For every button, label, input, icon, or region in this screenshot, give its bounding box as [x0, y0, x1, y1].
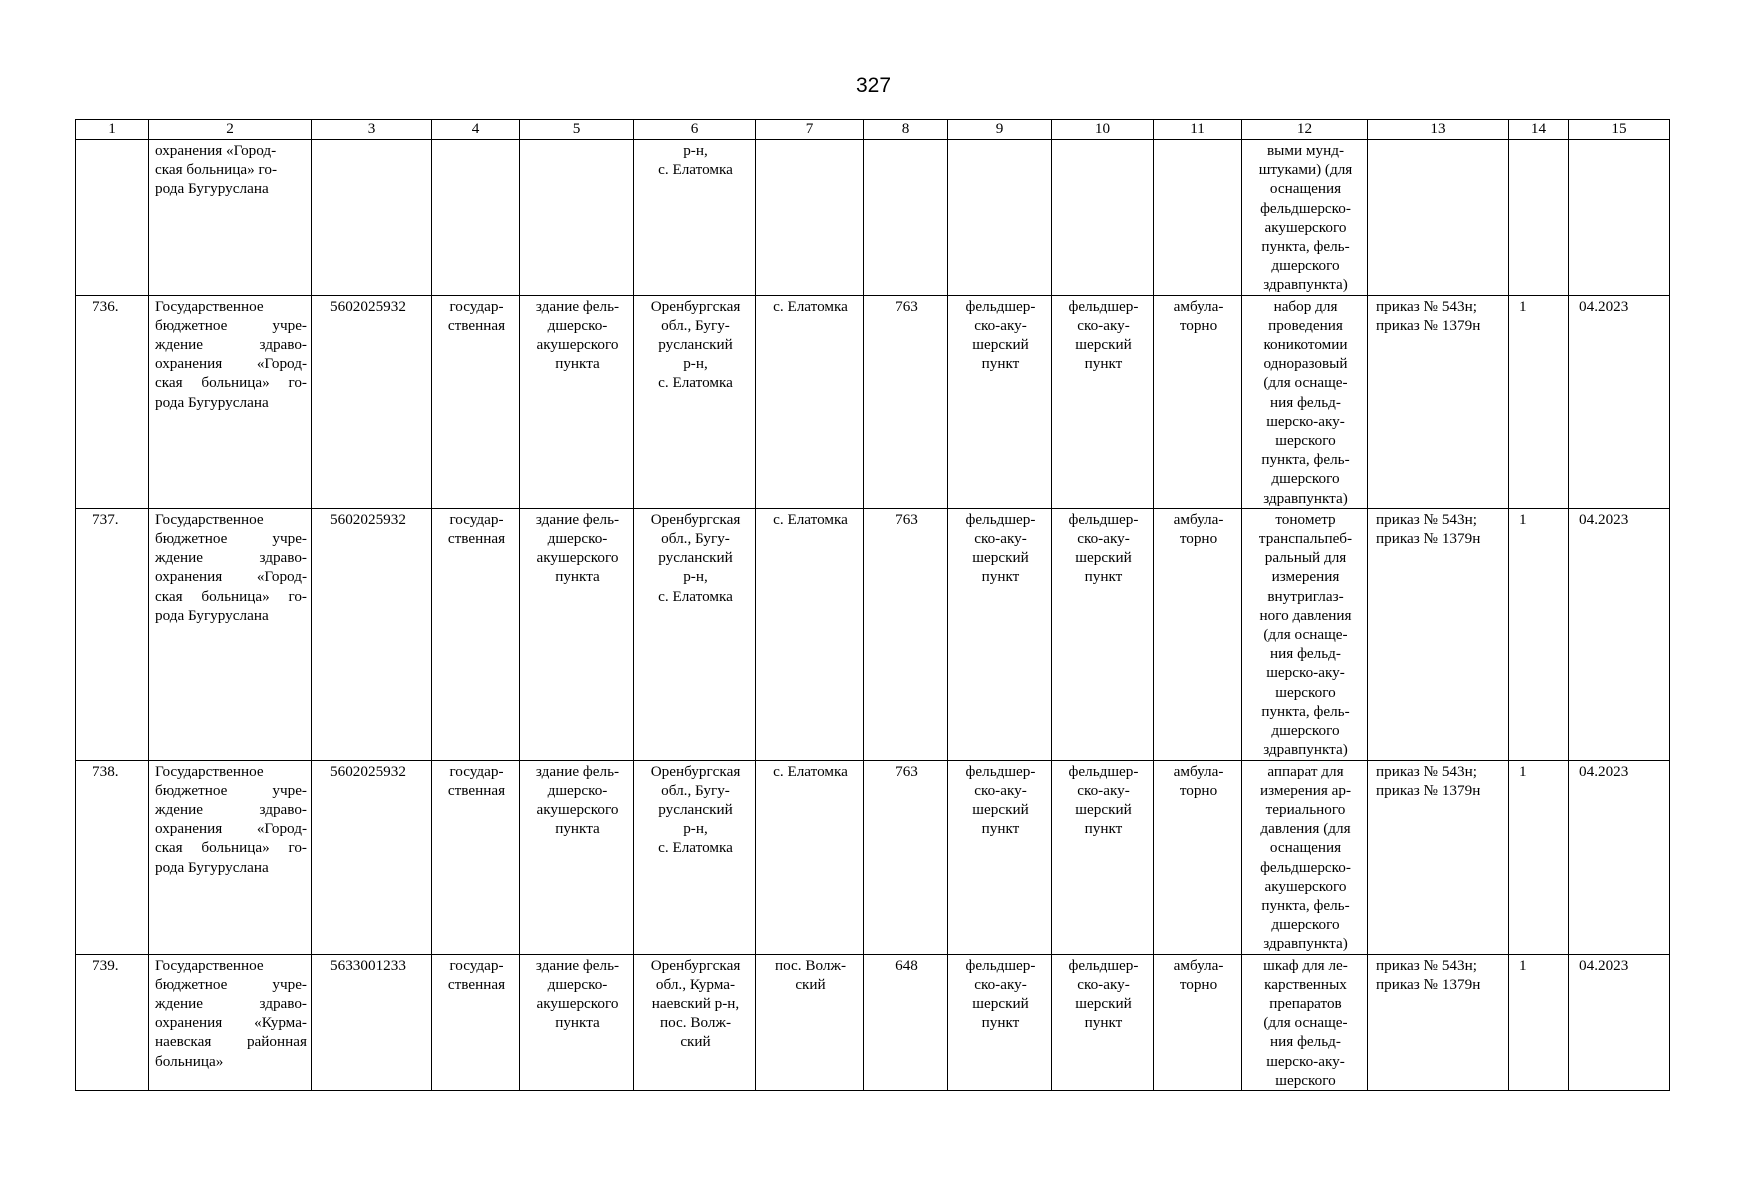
cell-care-type-line: торно	[1179, 975, 1218, 993]
cell-equipment-line: здравпункта)	[1263, 489, 1348, 507]
registry-table	[75, 119, 1670, 1091]
cell-ownership	[432, 760, 520, 954]
cell-equipment-line: здравпункта)	[1263, 935, 1348, 953]
cell-care-type	[1154, 140, 1242, 296]
cell-building-line: дшерско-	[547, 975, 608, 993]
column-number-5: 5	[520, 120, 634, 140]
cell-equipment	[1242, 295, 1368, 508]
cell-address-line: обл., Бугу-	[661, 316, 730, 334]
cell-organization-line: охранения «Курма-	[155, 1014, 307, 1032]
cell-care-type-line: амбула-	[1173, 762, 1224, 780]
cell-organization-line: охранения «Город-	[155, 142, 277, 159]
cell-building-line: пункта	[555, 355, 600, 373]
column-number-2: 2	[149, 120, 312, 140]
cell-equipment-line: набор для	[1273, 297, 1338, 315]
cell-unit-name-line: шерский	[1075, 336, 1132, 354]
cell-date	[1569, 140, 1670, 296]
table-row-continued	[76, 140, 1670, 296]
cell-address-line: ский	[680, 1033, 711, 1051]
column-number-3: 3	[312, 120, 432, 140]
cell-unit-name	[1052, 508, 1154, 760]
column-number-12: 12	[1242, 120, 1368, 140]
cell-date: 04.2023	[1569, 954, 1670, 1090]
cell-locality-line: с. Елатомка	[773, 762, 848, 780]
cell-number: 736.	[76, 295, 149, 508]
cell-inn: 5602025932	[312, 760, 432, 954]
cell-equipment-line: шерского	[1275, 432, 1336, 450]
cell-equipment-line: пункта, фель-	[1261, 238, 1350, 256]
cell-unit-name-line: ско-аку-	[1077, 781, 1130, 799]
cell-building-line: акушерского	[536, 549, 619, 567]
cell-basis	[1368, 295, 1509, 508]
cell-organization-line: бюджетное учре-	[155, 316, 307, 334]
cell-unit-type-line: пункт	[981, 820, 1020, 838]
cell-equipment-line: коникотомии	[1263, 336, 1348, 354]
cell-care-type-line: амбула-	[1173, 956, 1224, 974]
column-number-15: 15	[1569, 120, 1670, 140]
cell-equipment-line: измерения ар-	[1259, 781, 1352, 799]
cell-care-type	[1154, 760, 1242, 954]
cell-basis	[1368, 140, 1509, 296]
cell-organization-line: ждение здраво-	[155, 336, 307, 354]
cell-basis	[1368, 954, 1509, 1090]
cell-building-line: пункта	[555, 568, 600, 586]
cell-equipment-line: здравпункта)	[1263, 276, 1348, 294]
cell-care-type	[1154, 295, 1242, 508]
column-number-11: 11	[1154, 120, 1242, 140]
cell-unit-name-line: фельдшер-	[1068, 510, 1139, 528]
cell-address-line: Оренбургская	[650, 956, 741, 974]
cell-equipment-line: дшерского	[1271, 470, 1340, 488]
column-number-7: 7	[756, 120, 864, 140]
cell-inn: 5602025932	[312, 295, 432, 508]
table-row	[76, 954, 1670, 1090]
cell-ownership	[432, 508, 520, 760]
cell-equipment	[1242, 760, 1368, 954]
cell-unit-type-line: фельдшер-	[965, 297, 1036, 315]
cell-equipment	[1242, 508, 1368, 760]
cell-unit-name	[1052, 954, 1154, 1090]
cell-population	[864, 140, 948, 296]
column-number-13: 13	[1368, 120, 1509, 140]
cell-equipment-line: ния фельд-	[1270, 645, 1341, 663]
cell-equipment-line: тонометр	[1275, 510, 1336, 528]
cell-equipment	[1242, 140, 1368, 296]
cell-building	[520, 954, 634, 1090]
cell-equipment-line: пункта, фель-	[1261, 451, 1350, 469]
cell-basis-line: приказ № 1379н	[1376, 316, 1481, 334]
cell-building-line: акушерского	[536, 994, 619, 1012]
cell-locality	[756, 295, 864, 508]
cell-basis-line: приказ № 1379н	[1376, 530, 1481, 548]
cell-equipment-line: здравпункта)	[1263, 741, 1348, 759]
cell-equipment-line: ральный для	[1264, 549, 1347, 567]
cell-unit-type-line: ско-аку-	[974, 781, 1027, 799]
cell-building-line: дшерско-	[547, 530, 608, 548]
cell-address-line: русланский	[658, 336, 733, 354]
cell-ownership-line: ственная	[447, 975, 506, 993]
cell-building-line: пункта	[555, 820, 600, 838]
cell-organization-line: ждение здраво-	[155, 549, 307, 567]
cell-care-type-line: торно	[1179, 530, 1218, 548]
cell-equipment-line: измерения	[1271, 568, 1340, 586]
cell-equipment-line: шерско-аку-	[1266, 664, 1345, 682]
cell-address-line: русланский	[658, 800, 733, 818]
cell-equipment-line: дшерского	[1271, 257, 1340, 275]
cell-number	[76, 140, 149, 296]
cell-building-line: дшерско-	[547, 316, 608, 334]
table-row	[76, 508, 1670, 760]
cell-unit-name-line: пункт	[1084, 1014, 1123, 1032]
cell-ownership	[432, 295, 520, 508]
cell-unit-name-line: пункт	[1084, 820, 1123, 838]
cell-unit-name-line: ско-аку-	[1077, 316, 1130, 334]
cell-population: 648	[864, 954, 948, 1090]
cell-organization-line: Государственное	[155, 956, 264, 974]
cell-unit-name	[1052, 140, 1154, 296]
cell-unit-type-line: пункт	[981, 568, 1020, 586]
cell-locality	[756, 954, 864, 1090]
cell-organization-line: Государственное	[155, 510, 264, 528]
cell-number: 738.	[76, 760, 149, 954]
cell-equipment-line: внутриглаз-	[1267, 587, 1344, 605]
cell-equipment-line: оснащения	[1269, 839, 1342, 857]
cell-unit-type-line: пункт	[981, 355, 1020, 373]
cell-building-line: акушерского	[536, 800, 619, 818]
cell-basis	[1368, 508, 1509, 760]
cell-address-line: с. Елатомка	[658, 374, 733, 392]
cell-quantity: 1	[1509, 760, 1569, 954]
cell-unit-name-line: фельдшер-	[1068, 297, 1139, 315]
cell-locality-line: пос. Волж-	[774, 956, 847, 974]
cell-organization-line: охранения «Город-	[155, 568, 307, 586]
cell-equipment-line: шерского	[1275, 683, 1336, 701]
cell-unit-name-line: шерский	[1075, 549, 1132, 567]
cell-unit-type	[948, 295, 1052, 508]
cell-unit-type-line: шерский	[972, 336, 1029, 354]
cell-organization	[149, 140, 312, 296]
cell-equipment-line: оснащения	[1269, 180, 1342, 198]
cell-ownership-line: государ-	[449, 956, 504, 974]
cell-unit-type-line: фельдшер-	[965, 762, 1036, 780]
cell-address-line: Оренбургская	[650, 297, 741, 315]
cell-organization	[149, 508, 312, 760]
cell-care-type	[1154, 954, 1242, 1090]
cell-basis-line: приказ № 543н;	[1376, 762, 1477, 780]
cell-basis-line: приказ № 1379н	[1376, 781, 1481, 799]
cell-address-line: р-н,	[683, 568, 708, 586]
cell-quantity: 1	[1509, 508, 1569, 760]
cell-care-type-line: торно	[1179, 781, 1218, 799]
cell-equipment-line: шерского	[1275, 1071, 1336, 1089]
cell-equipment-line: штуками) (для	[1258, 161, 1353, 179]
cell-equipment-line: выми мунд-	[1266, 142, 1345, 159]
cell-date: 04.2023	[1569, 760, 1670, 954]
cell-number: 737.	[76, 508, 149, 760]
cell-inn: 5602025932	[312, 508, 432, 760]
cell-organization-line: наевская районная	[155, 1033, 307, 1051]
cell-date: 04.2023	[1569, 295, 1670, 508]
cell-organization-line: ждение здраво-	[155, 800, 307, 818]
cell-locality-line: с. Елатомка	[773, 297, 848, 315]
cell-equipment-line: акушерского	[1264, 218, 1347, 236]
cell-address-line: русланский	[658, 549, 733, 567]
cell-inn: 5633001233	[312, 954, 432, 1090]
cell-address-line: обл., Бугу-	[661, 781, 730, 799]
cell-organization-line: охранения «Город-	[155, 355, 307, 373]
cell-organization-line: бюджетное учре-	[155, 781, 307, 799]
cell-address-line: р-н,	[683, 820, 708, 838]
cell-unit-name-line: шерский	[1075, 994, 1132, 1012]
cell-address-line: с. Елатомка	[658, 839, 733, 857]
cell-basis-line: приказ № 543н;	[1376, 956, 1477, 974]
cell-organization-line: рода Бугуруслана	[155, 393, 269, 411]
cell-population: 763	[864, 508, 948, 760]
cell-equipment	[1242, 954, 1368, 1090]
cell-unit-name-line: фельдшер-	[1068, 956, 1139, 974]
cell-organization-line: ская больница» го-	[155, 161, 278, 179]
cell-equipment-line: фельдшерско-	[1260, 199, 1351, 217]
cell-equipment-line: (для оснаще-	[1263, 1014, 1348, 1032]
cell-inn	[312, 140, 432, 296]
cell-address-line: обл., Курма-	[655, 975, 736, 993]
column-number-header	[76, 120, 1670, 140]
cell-equipment-line: шерско-аку-	[1266, 412, 1345, 430]
cell-ownership	[432, 140, 520, 296]
cell-address	[634, 140, 756, 296]
cell-unit-name-line: пункт	[1084, 568, 1123, 586]
cell-unit-name-line: ско-аку-	[1077, 975, 1130, 993]
cell-organization-line: рода Бугуруслана	[155, 180, 269, 198]
cell-organization-line: ская больница» го-	[155, 374, 307, 392]
table-body	[76, 120, 1670, 1091]
cell-date: 04.2023	[1569, 508, 1670, 760]
cell-building-line: здание фель-	[535, 956, 620, 974]
cell-equipment-line: транспальпеб-	[1258, 530, 1353, 548]
cell-care-type-line: амбула-	[1173, 297, 1224, 315]
cell-equipment-line: шкаф для ле-	[1263, 956, 1348, 974]
cell-population: 763	[864, 760, 948, 954]
cell-basis	[1368, 760, 1509, 954]
cell-equipment-line: дшерского	[1271, 722, 1340, 740]
cell-unit-name	[1052, 295, 1154, 508]
column-number-10: 10	[1052, 120, 1154, 140]
cell-building-line: здание фель-	[535, 510, 620, 528]
cell-organization-line: Государственное	[155, 297, 264, 315]
cell-organization-line: Государственное	[155, 762, 264, 780]
cell-organization	[149, 954, 312, 1090]
column-number-14: 14	[1509, 120, 1569, 140]
cell-address	[634, 954, 756, 1090]
cell-basis-line: приказ № 543н;	[1376, 510, 1477, 528]
cell-unit-type	[948, 954, 1052, 1090]
cell-equipment-line: ного давления	[1259, 606, 1352, 624]
cell-address-line: р-н,	[683, 355, 708, 373]
cell-ownership-line: государ-	[449, 762, 504, 780]
cell-quantity	[1509, 140, 1569, 296]
cell-organization	[149, 760, 312, 954]
page-number: 327	[855, 74, 892, 97]
cell-equipment-line: дшерского	[1271, 916, 1340, 934]
cell-unit-type-line: шерский	[972, 549, 1029, 567]
cell-unit-type-line: ско-аку-	[974, 530, 1027, 548]
cell-ownership-line: государ-	[449, 297, 504, 315]
cell-equipment-line: карственных	[1264, 975, 1347, 993]
cell-building-line: акушерского	[536, 336, 619, 354]
cell-population: 763	[864, 295, 948, 508]
cell-equipment-line: пункта, фель-	[1261, 702, 1350, 720]
cell-locality	[756, 508, 864, 760]
cell-organization-line: рода Бугуруслана	[155, 606, 269, 624]
cell-equipment-line: одноразовый	[1263, 355, 1348, 373]
cell-unit-type	[948, 508, 1052, 760]
cell-building	[520, 295, 634, 508]
cell-locality-line: с. Елатомка	[773, 510, 848, 528]
cell-address-line: пос. Волж-	[659, 1014, 732, 1032]
cell-locality	[756, 140, 864, 296]
cell-equipment-line: (для оснаще-	[1263, 626, 1348, 644]
cell-basis-line: приказ № 1379н	[1376, 975, 1481, 993]
cell-unit-type-line: шерский	[972, 800, 1029, 818]
cell-locality-line: ский	[795, 975, 826, 993]
cell-unit-type-line: фельдшер-	[965, 510, 1036, 528]
cell-unit-name	[1052, 760, 1154, 954]
cell-address-line: наевский р-н,	[651, 994, 740, 1012]
column-number-8: 8	[864, 120, 948, 140]
cell-unit-name-line: шерский	[1075, 800, 1132, 818]
cell-unit-type-line: пункт	[981, 1014, 1020, 1032]
cell-unit-name-line: ско-аку-	[1077, 530, 1130, 548]
cell-address	[634, 760, 756, 954]
cell-equipment-line: (для оснаще-	[1263, 374, 1348, 392]
cell-organization-line: ская больница» го-	[155, 839, 307, 857]
cell-equipment-line: фельдшерско-	[1260, 858, 1351, 876]
cell-number: 739.	[76, 954, 149, 1090]
cell-building	[520, 140, 634, 296]
cell-address	[634, 508, 756, 760]
column-number-1: 1	[76, 120, 149, 140]
cell-address-line: Оренбургская	[650, 510, 741, 528]
cell-unit-type-line: шерский	[972, 994, 1029, 1012]
cell-basis-line: приказ № 543н;	[1376, 297, 1477, 315]
cell-locality	[756, 760, 864, 954]
cell-organization-line: больница»	[155, 1052, 224, 1070]
cell-unit-type-line: фельдшер-	[965, 956, 1036, 974]
cell-equipment-line: пункта, фель-	[1261, 896, 1350, 914]
cell-equipment-line: аппарат для	[1267, 762, 1344, 780]
table-row	[76, 760, 1670, 954]
cell-care-type	[1154, 508, 1242, 760]
column-number-4: 4	[432, 120, 520, 140]
cell-organization-line: охранения «Город-	[155, 820, 307, 838]
cell-ownership-line: ственная	[447, 530, 506, 548]
cell-equipment-line: шерско-аку-	[1266, 1052, 1345, 1070]
cell-address-line: Оренбургская	[650, 762, 741, 780]
cell-building-line: дшерско-	[547, 781, 608, 799]
cell-organization-line: рода Бугуруслана	[155, 858, 269, 876]
cell-care-type-line: торно	[1179, 316, 1218, 334]
cell-equipment-line: ния фельд-	[1270, 393, 1341, 411]
cell-building-line: здание фель-	[535, 297, 620, 315]
cell-building-line: здание фель-	[535, 762, 620, 780]
cell-building	[520, 760, 634, 954]
cell-equipment-line: акушерского	[1264, 877, 1347, 895]
cell-ownership-line: ственная	[447, 316, 506, 334]
cell-equipment-line: проведения	[1268, 316, 1343, 334]
cell-quantity: 1	[1509, 295, 1569, 508]
cell-unit-type-line: ско-аку-	[974, 316, 1027, 334]
cell-address-line: р-н,	[683, 142, 708, 159]
cell-organization-line: ждение здраво-	[155, 994, 307, 1012]
cell-ownership-line: государ-	[449, 510, 504, 528]
cell-unit-type-line: ско-аку-	[974, 975, 1027, 993]
cell-address-line: с. Елатомка	[658, 161, 733, 179]
cell-unit-name-line: фельдшер-	[1068, 762, 1139, 780]
cell-organization	[149, 295, 312, 508]
cell-ownership-line: ственная	[447, 781, 506, 799]
cell-building	[520, 508, 634, 760]
cell-care-type-line: амбула-	[1173, 510, 1224, 528]
cell-organization-line: бюджетное учре-	[155, 530, 307, 548]
cell-address	[634, 295, 756, 508]
cell-equipment-line: териального	[1265, 800, 1346, 818]
cell-organization-line: бюджетное учре-	[155, 975, 307, 993]
table-row	[76, 295, 1670, 508]
cell-address-line: обл., Бугу-	[661, 530, 730, 548]
cell-building-line: пункта	[555, 1014, 600, 1032]
column-number-6: 6	[634, 120, 756, 140]
cell-quantity: 1	[1509, 954, 1569, 1090]
cell-unit-name-line: пункт	[1084, 355, 1123, 373]
cell-unit-type	[948, 760, 1052, 954]
cell-ownership	[432, 954, 520, 1090]
column-number-9: 9	[948, 120, 1052, 140]
cell-address-line: с. Елатомка	[658, 587, 733, 605]
cell-equipment-line: препаратов	[1269, 994, 1342, 1012]
cell-equipment-line: давления (для	[1260, 820, 1351, 838]
cell-equipment-line: ния фельд-	[1270, 1033, 1341, 1051]
cell-unit-type	[948, 140, 1052, 296]
cell-organization-line: ская больница» го-	[155, 587, 307, 605]
